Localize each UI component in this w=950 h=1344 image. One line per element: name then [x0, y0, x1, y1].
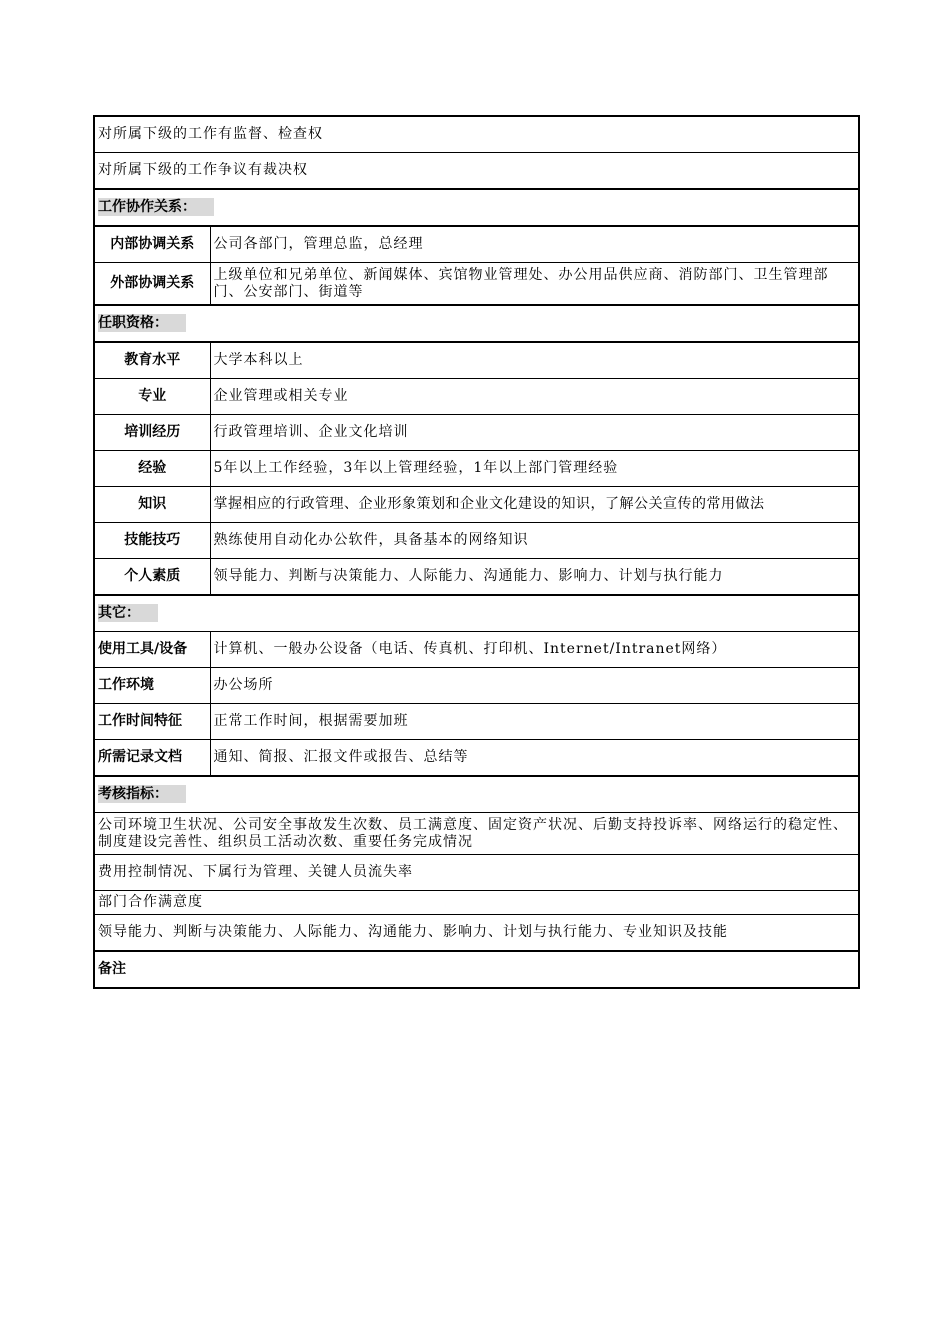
section-header-assessment: [94, 776, 859, 813]
section-header-qualifications: [94, 305, 859, 342]
row-label: 技能技巧: [94, 523, 210, 559]
section-title: 任职资格：: [98, 314, 186, 332]
row-value: 行政管理培训、企业文化培训: [210, 415, 859, 451]
row-label: 使用工具/设备: [94, 632, 210, 668]
row-value: 上级单位和兄弟单位、新闻媒体、宾馆物业管理处、办公用品供应商、消防部门、卫生管理部门、公安部门、街道等: [210, 263, 859, 306]
section-title: 备注: [98, 961, 126, 977]
row-value: 通知、简报、汇报文件或报告、总结等: [210, 740, 859, 777]
row-label: 经验: [94, 451, 210, 487]
section-title: 考核指标：: [98, 785, 186, 803]
row-value: 计算机、一般办公设备（电话、传真机、打印机、Internet/Intranet网络）: [210, 632, 859, 668]
row-value: 企业管理或相关专业: [210, 379, 859, 415]
row-label: 培训经历: [94, 415, 210, 451]
row-label: 内部协调关系: [94, 226, 210, 263]
row-label: 工作环境: [94, 668, 210, 704]
row-value: 5年以上工作经验，3年以上管理经验，1年以上部门管理经验: [210, 451, 859, 487]
section-header-remarks: [94, 951, 859, 988]
row-label: 知识: [94, 487, 210, 523]
assessment-item: 领导能力、判断与决策能力、人际能力、沟通能力、影响力、计划与执行能力、专业知识及技能: [94, 915, 859, 952]
section-title: 其它：: [98, 604, 158, 622]
row-value: 大学本科以上: [210, 342, 859, 379]
assessment-item: 费用控制情况、下属行为管理、关键人员流失率: [94, 855, 859, 891]
row-label: 所需记录文档: [94, 740, 210, 777]
row-label: 外部协调关系: [94, 263, 210, 306]
job-description-table: [93, 115, 860, 989]
row-value: 熟练使用自动化办公软件，具备基本的网络知识: [210, 523, 859, 559]
row-value: 办公场所: [210, 668, 859, 704]
section-header-other: [94, 595, 859, 632]
row-label: 专业: [94, 379, 210, 415]
row-label: 教育水平: [94, 342, 210, 379]
authority-item: 对所属下级的工作有监督、检查权: [94, 116, 859, 153]
row-value: 公司各部门，管理总监，总经理: [210, 226, 859, 263]
row-label: 工作时间特征: [94, 704, 210, 740]
section-header-coordination: [94, 189, 859, 226]
section-title: 工作协作关系：: [98, 198, 214, 216]
row-value: 正常工作时间，根据需要加班: [210, 704, 859, 740]
row-value: 领导能力、判断与决策能力、人际能力、沟通能力、影响力、计划与执行能力: [210, 559, 859, 596]
authority-item: 对所属下级的工作争议有裁决权: [94, 153, 859, 190]
row-value: 掌握相应的行政管理、企业形象策划和企业文化建设的知识，了解公关宣传的常用做法: [210, 487, 859, 523]
assessment-item: 公司环境卫生状况、公司安全事故发生次数、员工满意度、固定资产状况、后勤支持投诉率、网络运行的稳定性、制度建设完善性、组织员工活动次数、重要任务完成情况: [94, 813, 859, 855]
row-label: 个人素质: [94, 559, 210, 596]
assessment-item: 部门合作满意度: [94, 891, 859, 915]
